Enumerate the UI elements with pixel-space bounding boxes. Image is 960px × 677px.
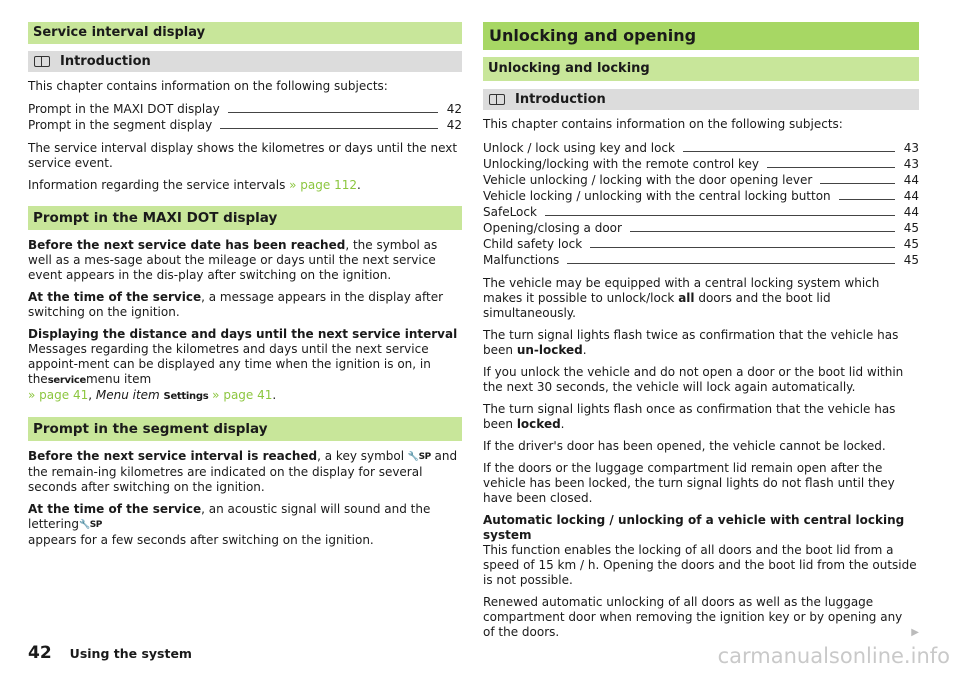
- toc-leader: [630, 231, 895, 232]
- toc-leader: [839, 199, 895, 200]
- paragraph: If the driver's door has been opened, the vehicle cannot be locked.: [483, 439, 886, 453]
- page-link[interactable]: » page 41: [28, 388, 89, 402]
- toc-item-page: 45: [903, 221, 919, 235]
- paragraph: [483, 513, 919, 588]
- paragraph-text: The turn signal lights flash once as confirmation that the vehicle has been: [483, 402, 896, 431]
- paragraph-text: , an acoustic signal will sound and the lettering: [28, 502, 431, 531]
- menu-keyword: service: [47, 375, 86, 386]
- paragraph: The service interval display shows the kilometres or days until the next service event.: [28, 141, 458, 170]
- paragraph: [483, 276, 919, 321]
- section-title-maxi-dot: Prompt in the MAXI DOT display: [28, 206, 462, 230]
- paragraph: [28, 327, 462, 404]
- footer-chapter: Using the system: [69, 646, 192, 661]
- bold-lead: Before the next service date has been reached: [28, 238, 346, 252]
- toc-item-page: 43: [903, 141, 919, 155]
- toc-item-page: 43: [903, 157, 919, 171]
- chapter-title: Unlocking and opening: [483, 22, 919, 50]
- toc-item[interactable]: [28, 117, 462, 133]
- introduction-label: Introduction: [60, 54, 151, 69]
- paragraph-text: , the symbol as well as a mes-sage about the mileage or days until the next service event appears in the dis-play after switching on the ignition.: [28, 238, 438, 282]
- watermark: carmanualsonline.info: [717, 644, 950, 668]
- toc-item-label: Unlocking/locking with the remote control key: [483, 157, 759, 171]
- toc-item[interactable]: [483, 140, 919, 156]
- intro-text: This chapter contains information on the following subjects:: [28, 79, 388, 93]
- introduction-header: [483, 89, 919, 110]
- introduction-header: [28, 51, 462, 72]
- paragraph-text: .: [272, 388, 277, 402]
- bold-word: locked: [516, 417, 561, 431]
- toc-item[interactable]: [483, 252, 919, 268]
- paragraph-text: The vehicle may be equipped with a central locking system which makes it possible to unlock/lock: [483, 276, 880, 305]
- bold-lead: At the time of the service: [28, 502, 202, 516]
- toc-item-label: Child safety lock: [483, 237, 583, 251]
- toc-item-label: SafeLock: [483, 205, 537, 219]
- book-icon: [489, 94, 505, 105]
- toc-leader: [567, 263, 895, 264]
- paragraph-text: Renewed automatic unlocking of all doors as well as the luggage compartment door when removing the ignition key or by opening any of the doors.: [483, 595, 903, 639]
- page-link[interactable]: » page 112: [289, 178, 357, 192]
- bold-heading: Automatic locking / unlocking of a vehicle with central locking system: [483, 513, 905, 542]
- paragraph-text: ,: [88, 388, 96, 402]
- section-title-service-interval: Service interval display: [28, 22, 462, 44]
- toc-item-label: Malfunctions: [483, 253, 560, 267]
- paragraph-text: and the remain-ing kilometres are indicated on the display for several seconds after switching on the ignition.: [28, 449, 458, 494]
- wrench-icon: 🔧SP: [407, 452, 431, 462]
- bold-lead: Before the next service interval is reached: [28, 449, 318, 463]
- paragraph-text: .: [582, 343, 587, 357]
- toc-item-page: 44: [903, 205, 919, 219]
- italic-text: Menu item: [95, 388, 164, 402]
- toc-item[interactable]: [28, 101, 462, 117]
- book-icon: [34, 56, 50, 67]
- paragraph-text: appears for a few seconds after switching on the ignition.: [28, 533, 374, 547]
- toc-item-label: Opening/closing a door: [483, 221, 622, 235]
- paragraph-text: .: [357, 178, 361, 192]
- toc-leader: [767, 167, 895, 168]
- toc-leader: [683, 151, 895, 152]
- page-footer: [28, 643, 192, 663]
- toc-item[interactable]: [483, 156, 919, 172]
- menu-keyword: Settings: [163, 391, 209, 402]
- page-number: 42: [28, 643, 52, 663]
- paragraph: [28, 502, 462, 548]
- paragraph-text: , a message appears in the display after switching on the ignition.: [28, 290, 444, 319]
- paragraph-text: .: [560, 417, 565, 431]
- paragraph-text: This function enables the locking of all doors and the boot lid from a speed of 15 km / h. Opening the doors and the boot lid from the outside is not possible.: [483, 543, 917, 587]
- toc-leader: [220, 128, 438, 129]
- toc-leader: [545, 215, 895, 216]
- continue-arrow-icon: ▶: [911, 627, 919, 638]
- paragraph-text: menu item: [85, 372, 152, 386]
- right-column: [483, 22, 919, 647]
- paragraph-text: The turn signal lights flash twice as confirmation that the vehicle has been: [483, 328, 899, 357]
- section-title-unlocking: Unlocking and locking: [483, 57, 919, 81]
- paragraph: [483, 595, 919, 640]
- left-column: [28, 22, 462, 555]
- introduction-label: Introduction: [515, 92, 606, 107]
- toc-item-label: Unlock / lock using key and lock: [483, 141, 675, 155]
- wrench-icon: 🔧SP: [79, 520, 102, 530]
- bold-heading: Displaying the distance and days until the next service interval: [28, 327, 458, 341]
- toc-item-label: Prompt in the MAXI DOT display: [28, 102, 220, 116]
- toc-item-label: Vehicle unlocking / locking with the door opening lever: [483, 173, 813, 187]
- toc-item-page: 42: [446, 118, 462, 132]
- paragraph: [483, 402, 919, 432]
- section-title-segment: Prompt in the segment display: [28, 417, 462, 441]
- toc-item[interactable]: [483, 188, 919, 204]
- page-link[interactable]: » page 41: [208, 388, 273, 402]
- toc-item-label: Vehicle locking / unlocking with the central locking button: [483, 189, 831, 203]
- toc-item[interactable]: [483, 236, 919, 252]
- toc-item-page: 44: [903, 173, 919, 187]
- intro-text: This chapter contains information on the following subjects:: [483, 117, 843, 131]
- paragraph: If the doors or the luggage compartment lid remain open after the vehicle has been locked, the turn signal lights do not flash until they have been closed.: [483, 461, 895, 505]
- paragraph-text: , a key symbol: [317, 449, 408, 463]
- paragraph: [28, 238, 462, 283]
- paragraph-text: Information regarding the service intervals: [28, 178, 290, 192]
- bold-word: all: [678, 291, 695, 305]
- paragraph: [28, 449, 462, 495]
- toc-leader: [228, 112, 438, 113]
- toc-item[interactable]: [483, 172, 919, 188]
- toc-item-page: 45: [903, 237, 919, 251]
- toc-item-page: 42: [446, 102, 462, 116]
- paragraph-text: Messages regarding the kilometres and days until the next service appoint-ment can be displayed any time when the ignition is on, in the: [28, 342, 431, 386]
- toc-leader: [590, 247, 895, 248]
- toc-item-page: 45: [903, 253, 919, 267]
- toc-list: [28, 101, 462, 133]
- toc-item-page: 44: [903, 189, 919, 203]
- toc-leader: [820, 183, 895, 184]
- bold-word: un-locked: [516, 343, 583, 357]
- toc-item[interactable]: [483, 204, 919, 220]
- toc-list: [483, 140, 919, 268]
- toc-item-label: Prompt in the segment display: [28, 118, 213, 132]
- toc-item[interactable]: [483, 220, 919, 236]
- paragraph: If you unlock the vehicle and do not open a door or the boot lid within the next 30 seconds, the vehicle will lock again automatically.: [483, 365, 904, 394]
- paragraph-text: doors and the boot lid simultaneously.: [483, 291, 831, 320]
- paragraph: [483, 328, 919, 358]
- paragraph: [28, 178, 462, 193]
- bold-lead: At the time of the service: [28, 290, 202, 304]
- paragraph: [28, 290, 462, 320]
